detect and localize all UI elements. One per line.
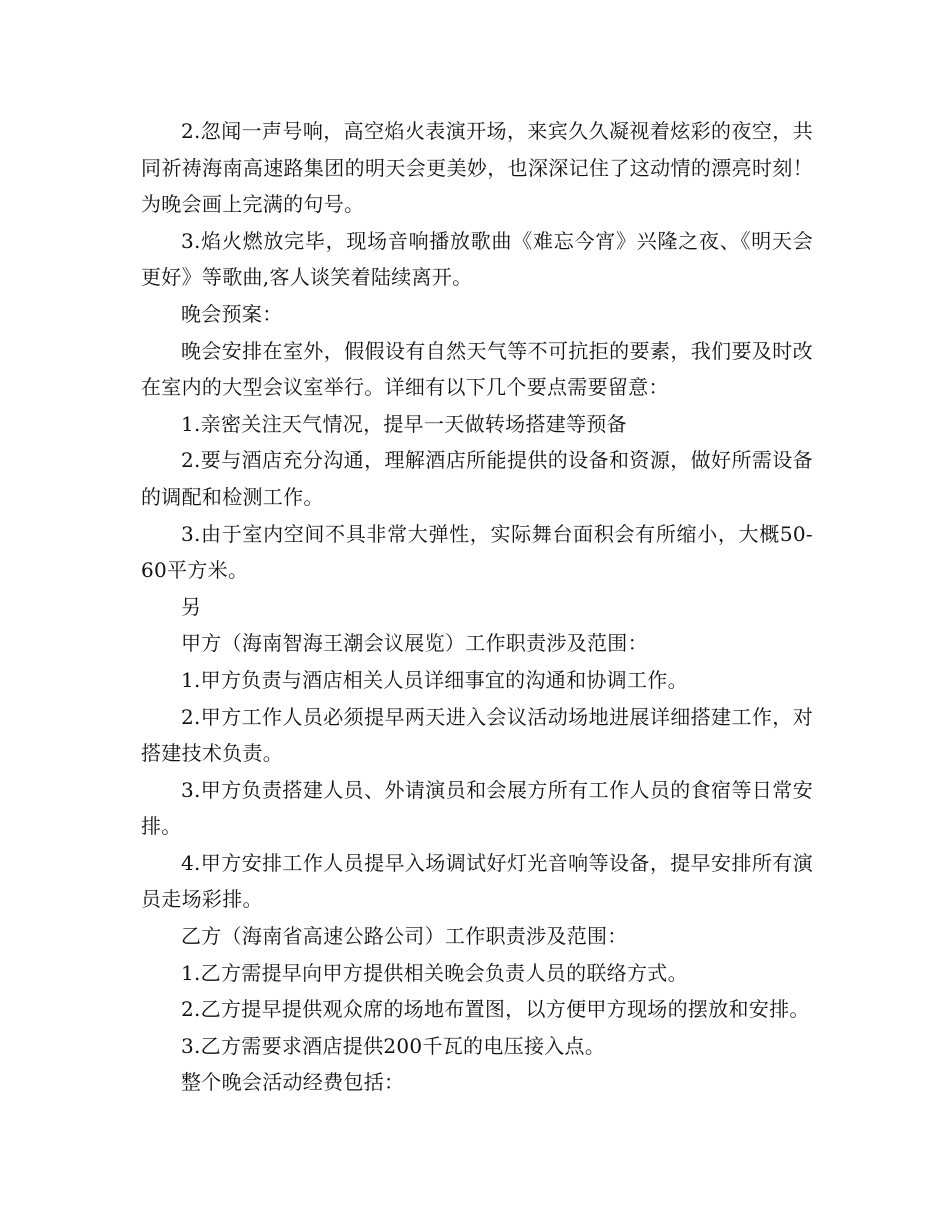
list-item-stage-area: 3.由于室内空间不具非常大弹性，实际舞台面积会有所缩小，大概50-60平方米。 — [141, 521, 813, 583]
paragraph-fireworks-end: 3.焰火燃放完毕，现场音响播放歌曲《难忘今宵》兴隆之夜、《明天会更好》等歌曲,客人谈笑着陆续离开。 — [141, 228, 813, 290]
list-item-party-b-3: 3.乙方需要求酒店提供200千瓦的电压接入点。 — [181, 1033, 606, 1058]
heading-contingency-plan: 晚会预案： — [181, 301, 283, 326]
paragraph-additional: 另 — [181, 594, 202, 619]
list-item-party-a-4: 4.甲方安排工作人员提早入场调试好灯光音响等设备，提早安排所有演员走场彩排。 — [141, 850, 813, 912]
paragraph-contingency-intro: 晚会安排在室外，假假设有自然天气等不可抗拒的要素，我们要及时改在室内的大型会议室举行。详细有以下几个要点需要留意： — [141, 338, 813, 400]
document-page — [141, 113, 813, 1101]
heading-party-b-duties: 乙方（海南省高速公路公司）工作职责涉及范围： — [181, 924, 628, 949]
heading-budget: 整个晚会活动经费包括： — [181, 1070, 405, 1095]
list-item-party-a-1: 1.甲方负责与酒店相关人员详细事宜的沟通和协调工作。 — [181, 667, 688, 692]
list-item-party-b-2: 2.乙方提早提供观众席的场地布置图，以方便甲方现场的摆放和安排。 — [181, 997, 810, 1022]
heading-party-a-duties: 甲方（海南智海王潮会议展览）工作职责涉及范围： — [181, 631, 648, 656]
list-item-party-a-2: 2.甲方工作人员必须提早两天进入会议活动场地进展详细搭建工作，对搭建技术负责。 — [141, 704, 813, 766]
paragraph-fireworks-opening: 2.忽闻一声号响，高空焰火表演开场，来宾久久凝视着炫彩的夜空，共同祈祷海南高速路集团的明天会更美妙，也深深记住了这动情的漂亮时刻！为晚会画上完满的句号。 — [141, 119, 813, 217]
list-item-weather: 1.亲密关注天气情况，提早一天做转场搭建等预备 — [181, 411, 627, 436]
list-item-party-a-3: 3.甲方负责搭建人员、外请演员和会展方所有工作人员的食宿等日常安排。 — [141, 777, 813, 839]
list-item-party-b-1: 1.乙方需提早向甲方提供相关晚会负责人员的联络方式。 — [181, 960, 688, 985]
list-item-hotel-communication: 2.要与酒店充分沟通，理解酒店所能提供的设备和资源，做好所需设备的调配和检测工作。 — [141, 448, 813, 509]
